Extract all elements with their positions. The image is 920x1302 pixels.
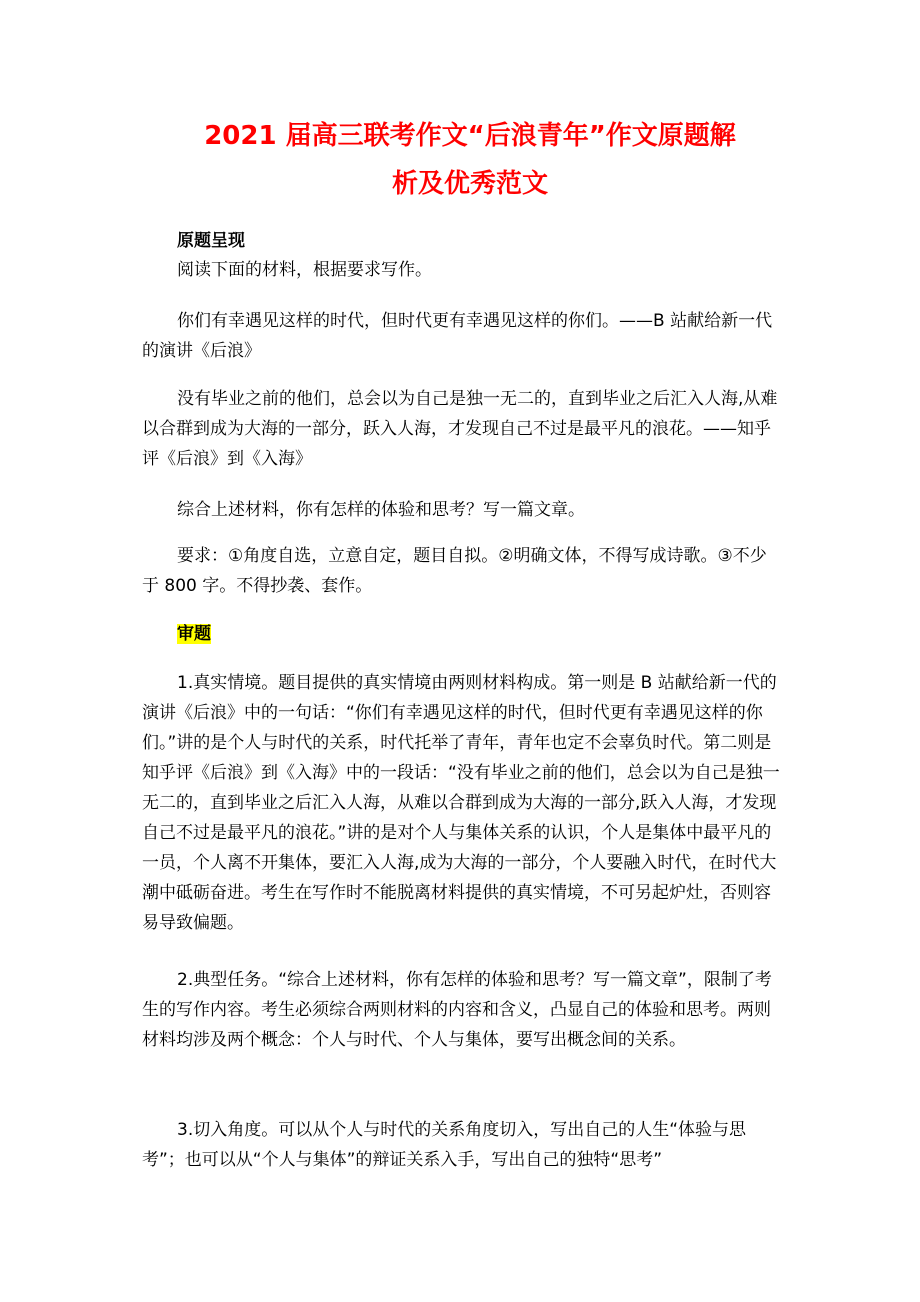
title-line-2: 析及优秀范文	[391, 169, 548, 199]
paragraph-material-1: 你们有幸遇见这样的时代，但时代更有幸遇见这样的你们。——B 站献给新一代的演讲《后浪》	[142, 311, 773, 361]
paragraph-point-2: 2.典型任务。“综合上述材料，你有怎样的体验和思考？写一篇文章”，限制了考生的写作内容。考生必须综合两则材料的内容和含义，凸显自己的体验和思考。两则材料均涉及两个概念：个人与时代、个人与集体，要写出概念间的关系。	[142, 970, 772, 1050]
document-title	[150, 112, 790, 208]
title-line-1: 2021 届高三联考作文“后浪青年”作文原题解	[204, 121, 736, 151]
paragraph-intro: 阅读下面的材料，根据要求写作。	[177, 260, 432, 280]
heading-original: 原题呈现	[177, 231, 245, 251]
paragraph-material-2: 没有毕业之前的他们，总会以为自己是独一无二的，直到毕业之后汇入人海,从难以合群到成为大海的一部分，跃入人海，才发现自己不过是最平凡的浪花。——知乎评《后浪》到《入海》	[142, 389, 778, 469]
paragraph-task: 综合上述材料，你有怎样的体验和思考？写一篇文章。	[177, 500, 585, 520]
paragraph-point-3: 3.切入角度。可以从个人与时代的关系角度切入，写出自己的人生“体验与思考”；也可以从“个人与集体”的辩证关系入手，写出自己的独特“思考”	[142, 1120, 747, 1170]
heading-analysis-text: 审题	[177, 624, 211, 644]
heading-analysis	[177, 622, 211, 646]
paragraph-point-1: 1.真实情境。题目提供的真实情境由两则材料构成。第一则是 B 站献给新一代的演讲《后浪》中的一句话：“你们有幸遇见这样的时代，但时代更有幸遇见这样的你们。”讲的是个人与时代的关系，时代托举了青年，青年也定不会辜负时代。第二则是知乎评《后浪》到《入海》中的一段话：“没有毕业之前的他们，总会以为自己是独一无二的，直到毕业之后汇入人海，从难以合群到成为大海的一部分,跃入人海，才发现自己不过是最平凡的浪花。”讲的是对个人与集体关系的认识，个人是集体中最平凡的一员，个人离不开集体，要汇入人海,成为大海的一部分，个人要融入时代，在时代大潮中砥砺奋进。考生在写作时不能脱离材料提供的真实情境，不可另起炉灶，否则容易导致偏题。	[142, 673, 780, 933]
paragraph-requirements: 要求：①角度自选，立意自定，题目自拟。②明确文体，不得写成诗歌。③不少于 800 字。不得抄袭、套作。	[142, 546, 767, 596]
